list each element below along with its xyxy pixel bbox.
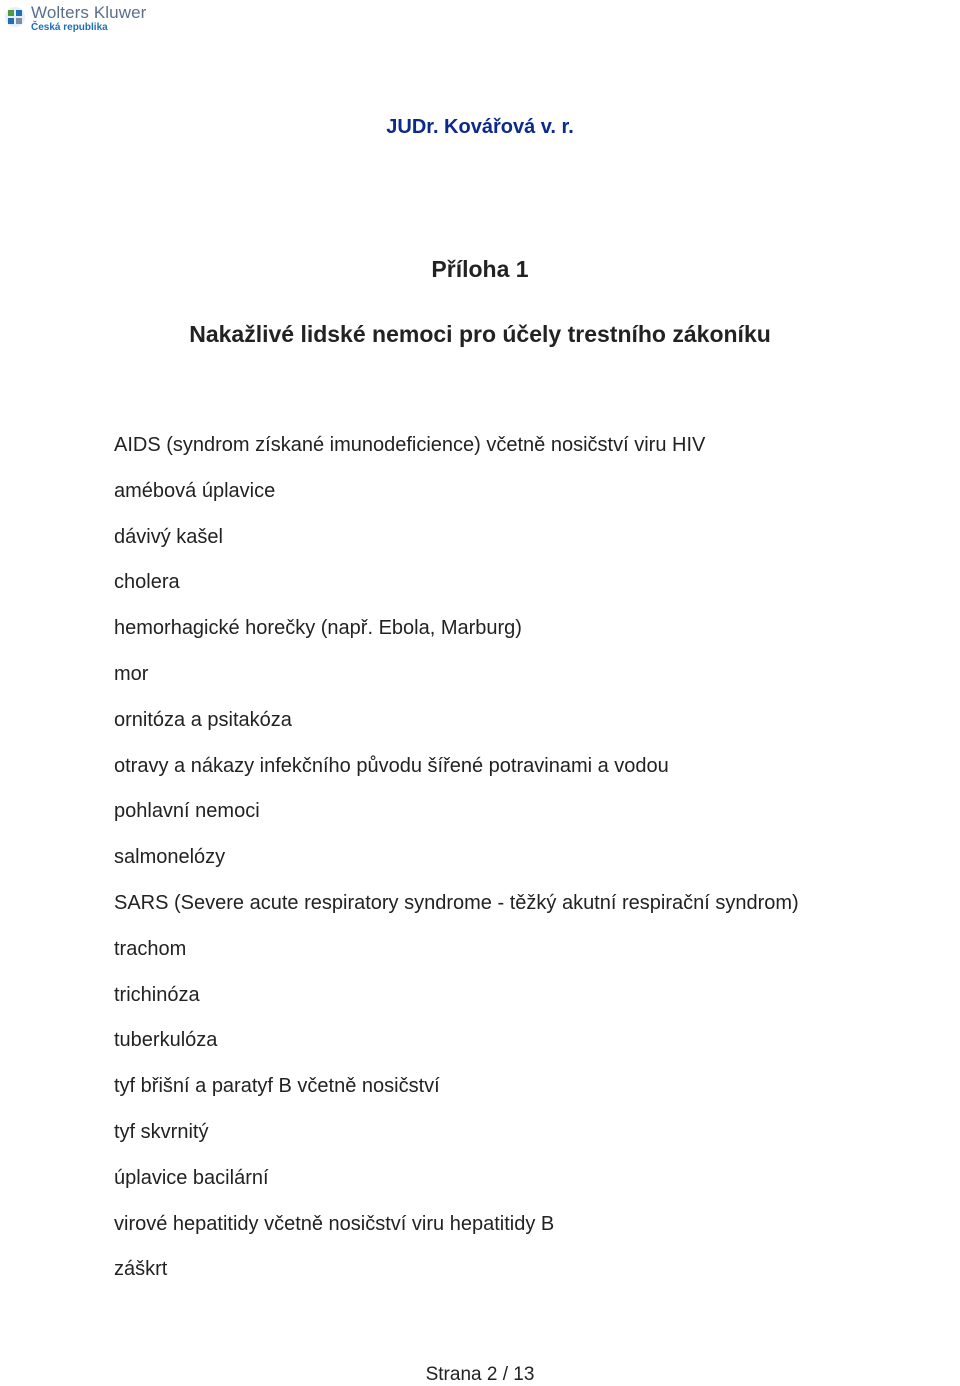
list-item: tyf skvrnitý bbox=[114, 1120, 209, 1143]
page-subtitle: Nakažlivé lidské nemoci pro účely trestního zákoníku bbox=[189, 321, 771, 347]
list-item: cholera bbox=[114, 571, 180, 594]
list-item: tuberkulóza bbox=[114, 1029, 218, 1052]
page-title: Příloha 1 bbox=[431, 256, 529, 282]
list-item: SARS (Severe acute respiratory syndrome - těžký akutní respirační syndrom) bbox=[114, 891, 799, 914]
list-item: amébová úplavice bbox=[114, 479, 276, 502]
list-item: ornitóza a psitakóza bbox=[114, 708, 292, 731]
list-item: pohlavní nemoci bbox=[114, 800, 260, 823]
list-item: otravy a nákazy infekčního původu šířené potravinami a vodou bbox=[114, 754, 669, 777]
logo-brand: Wolters Kluwer bbox=[31, 3, 147, 22]
disease-list bbox=[114, 430, 799, 1300]
publisher-logo bbox=[4, 4, 146, 36]
list-item: mor bbox=[114, 662, 149, 685]
list-item: záškrt bbox=[114, 1258, 168, 1281]
list-item: virové hepatitidy včetně nosičství viru hepatitidy B bbox=[114, 1212, 555, 1235]
logo-subtitle: Česká republika bbox=[31, 22, 108, 33]
list-item: trachom bbox=[114, 937, 187, 960]
list-item: úplavice bacilární bbox=[114, 1166, 269, 1189]
list-item: trichinóza bbox=[114, 983, 200, 1006]
author-signature: JUDr. Kovářová v. r. bbox=[386, 116, 574, 138]
list-item: dávivý kašel bbox=[114, 525, 223, 548]
list-item: AIDS (syndrom získané imunodeficience) včetně nosičství viru HIV bbox=[114, 434, 706, 456]
list-item: tyf břišní a paratyf B včetně nosičství bbox=[114, 1075, 440, 1098]
page-number: Strana 2 / 13 bbox=[425, 1364, 535, 1385]
logo-text bbox=[31, 4, 146, 33]
list-item: salmonelózy bbox=[114, 846, 226, 869]
wolters-kluwer-logo-icon bbox=[4, 6, 26, 28]
list-item: hemorhagické horečky (např. Ebola, Marburg) bbox=[114, 617, 522, 640]
